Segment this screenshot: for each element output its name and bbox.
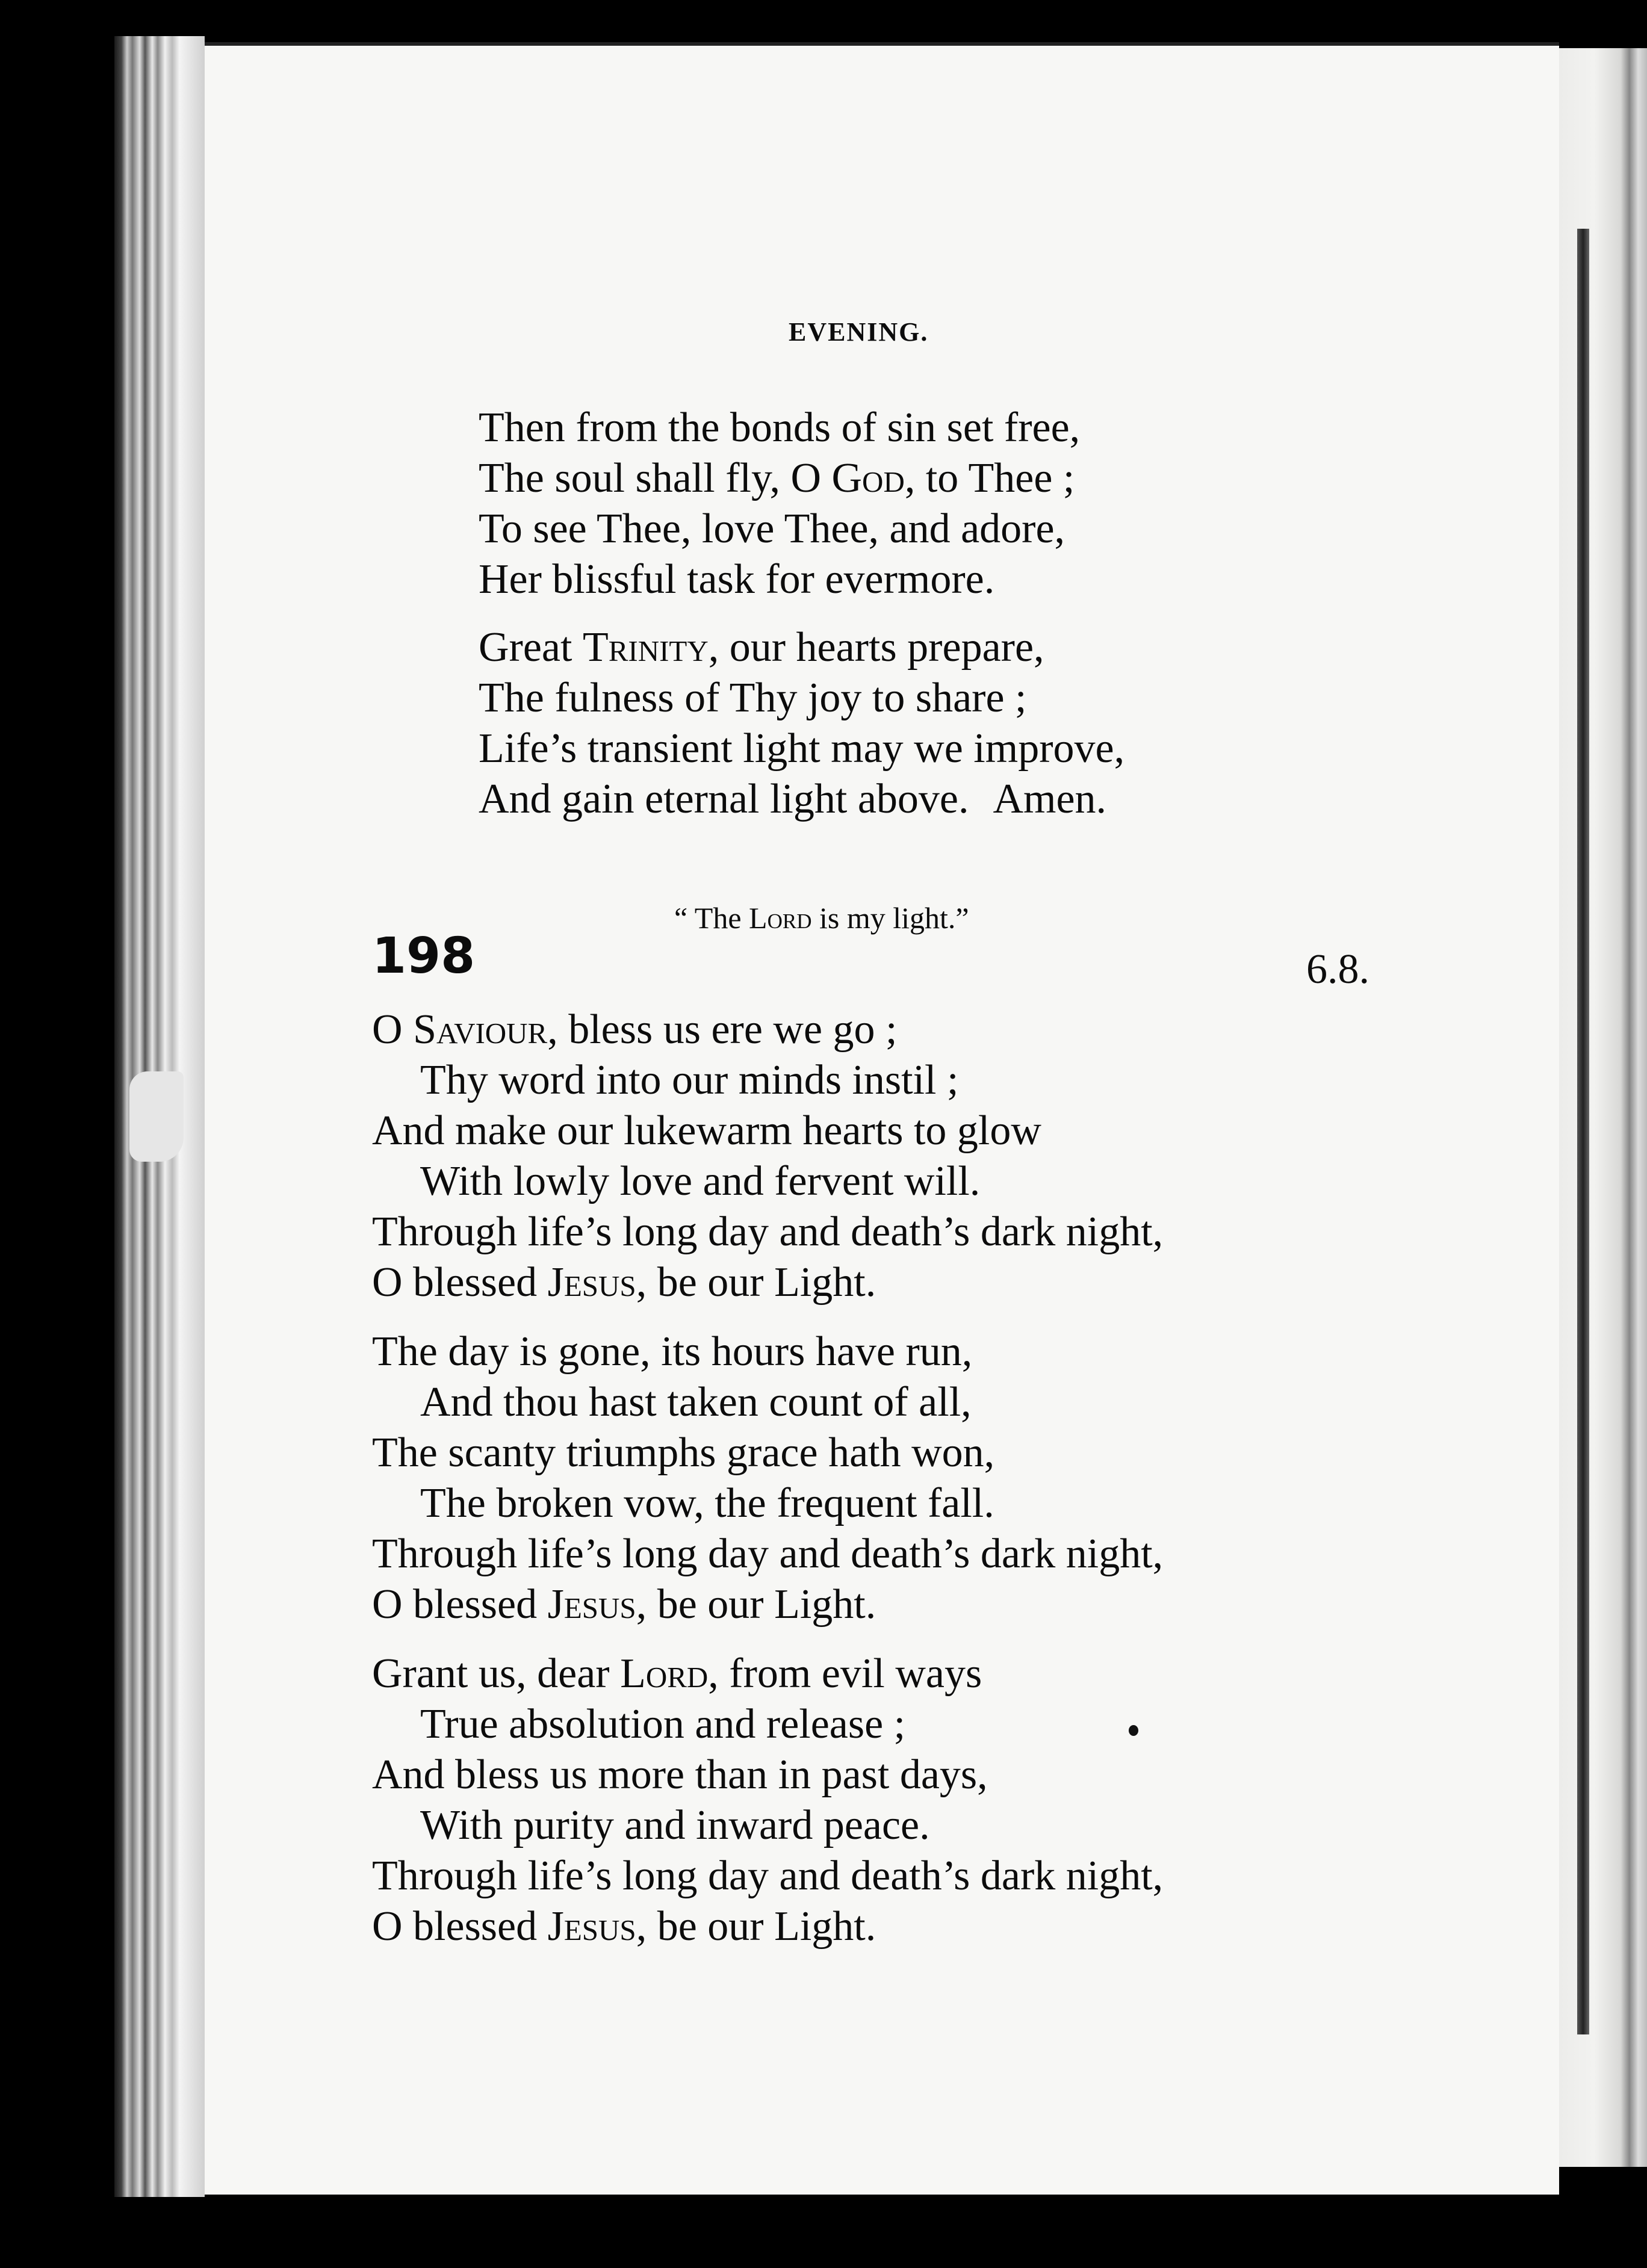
verse1-line-1: O Saviour, bless us ere we go ; — [372, 1006, 898, 1053]
hymn-number: 198 — [372, 928, 476, 985]
verse3-line-2: True absolution and release ; — [420, 1701, 906, 1747]
paper-tear-mark — [129, 1071, 184, 1162]
verse3-refrain-2: O blessed Jesus, be our Light. — [372, 1903, 876, 1950]
verse2-line-3: The scanty triumphs grace hath won, — [372, 1430, 995, 1476]
stanza1-line-2: The soul shall fly, O God, to Thee ; — [479, 455, 1075, 501]
verse3-line-4: With purity and inward peace. — [420, 1802, 930, 1848]
verse1-refrain-2: O blessed Jesus, be our Light. — [372, 1259, 876, 1306]
stanza2-line-3: Life’s transient light may we improve, — [479, 725, 1125, 772]
page-text — [205, 46, 1559, 2195]
verse1-line-4: With lowly love and fervent will. — [420, 1158, 981, 1204]
stanza2-line-4: And gain eternal light above. Amen. — [479, 776, 1107, 822]
stanza2-line-2: The fulness of Thy joy to share ; — [479, 675, 1027, 721]
hymn-epigraph: “ The Lord is my light.” — [674, 901, 969, 935]
verse1-refrain-1: Through life’s long day and death’s dark night, — [372, 1209, 1164, 1255]
verse2-refrain-1: Through life’s long day and death’s dark night, — [372, 1531, 1164, 1577]
verse1-line-3: And make our lukewarm hearts to glow — [372, 1108, 1041, 1154]
stanza1-line-4: Her blissful task for evermore. — [479, 556, 995, 603]
verse3-line-1: Grant us, dear Lord, from evil ways — [372, 1650, 982, 1697]
verse3-line-3: And bless us more than in past days, — [372, 1752, 988, 1798]
ink-speck — [1129, 1725, 1138, 1736]
stanza1-line-1: Then from the bonds of sin set free, — [479, 404, 1081, 451]
verse2-line-2: And thou hast taken count of all, — [420, 1379, 972, 1425]
verse2-line-4: The broken vow, the frequent fall. — [420, 1480, 994, 1526]
verse1-line-2: Thy word into our minds instil ; — [420, 1057, 959, 1103]
binding-shadow — [1577, 229, 1589, 2034]
facing-page-edge — [1559, 48, 1647, 2167]
book-page — [205, 42, 1559, 2195]
stanza1-line-3: To see Thee, love Thee, and adore, — [479, 506, 1065, 552]
verse2-line-1: The day is gone, its hours have run, — [372, 1328, 973, 1375]
verse3-refrain-1: Through life’s long day and death’s dark night, — [372, 1853, 1164, 1899]
stanza2-line-1: Great Trinity, our hearts prepare, — [479, 624, 1044, 671]
running-head: EVENING. — [789, 317, 929, 347]
hymn-meter: 6.8. — [1306, 946, 1369, 993]
verse2-refrain-2: O blessed Jesus, be our Light. — [372, 1581, 876, 1628]
